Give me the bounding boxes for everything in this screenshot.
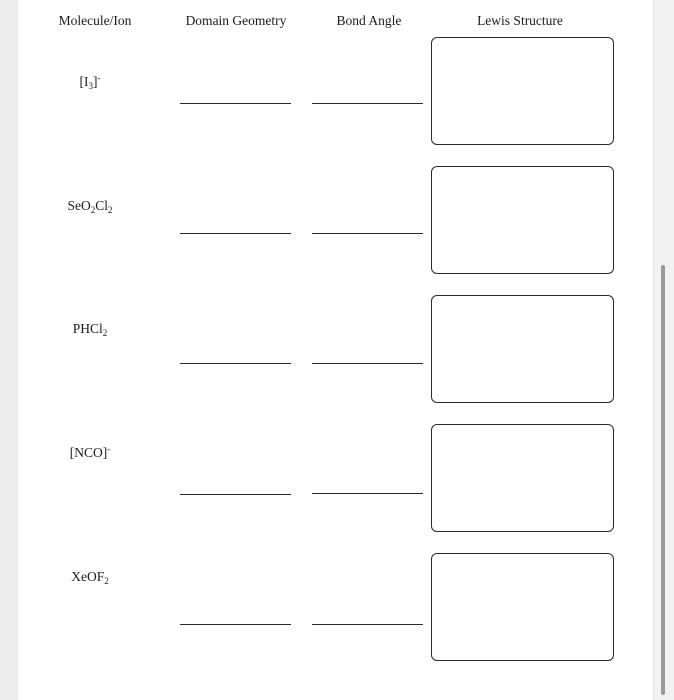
lewis-structure-box[interactable] — [431, 37, 614, 145]
domain-geometry-blank[interactable] — [180, 363, 291, 364]
worksheet-row — [0, 37, 674, 167]
lewis-structure-box[interactable] — [431, 166, 614, 274]
lewis-structure-box[interactable] — [431, 424, 614, 532]
lewis-structure-box[interactable] — [431, 295, 614, 403]
header-molecule-ion: Molecule/Ion — [58, 13, 132, 28]
worksheet-row — [0, 295, 674, 425]
domain-geometry-blank[interactable] — [180, 103, 291, 104]
bond-angle-blank[interactable] — [312, 233, 423, 234]
molecule-formula: $SeO_2Cl_2$ — [67, 198, 113, 215]
header-bond-angle: Bond Angle — [336, 13, 402, 28]
bond-angle-blank[interactable] — [312, 624, 423, 625]
molecule-formula: XeOF$_2$ — [71, 569, 109, 586]
domain-geometry-blank[interactable] — [180, 233, 291, 234]
header-domain-geometry: Domain Geometry — [185, 13, 287, 28]
molecule-formula: [NCO]- — [69, 444, 111, 460]
bond-angle-blank[interactable] — [312, 103, 423, 104]
header-lewis-structure: Lewis Structure — [477, 13, 563, 28]
molecule-formula: $[I_3]^-$ — [79, 73, 101, 91]
domain-geometry-blank[interactable] — [180, 624, 291, 625]
lewis-structure-box[interactable] — [431, 553, 614, 661]
worksheet-row — [0, 553, 674, 683]
domain-geometry-blank[interactable] — [180, 494, 291, 495]
worksheet-row — [0, 424, 674, 554]
bond-angle-blank[interactable] — [312, 363, 423, 364]
molecule-formula: PHCl$_2$ — [72, 321, 108, 338]
bond-angle-blank[interactable] — [312, 493, 423, 494]
worksheet-row — [0, 166, 674, 296]
